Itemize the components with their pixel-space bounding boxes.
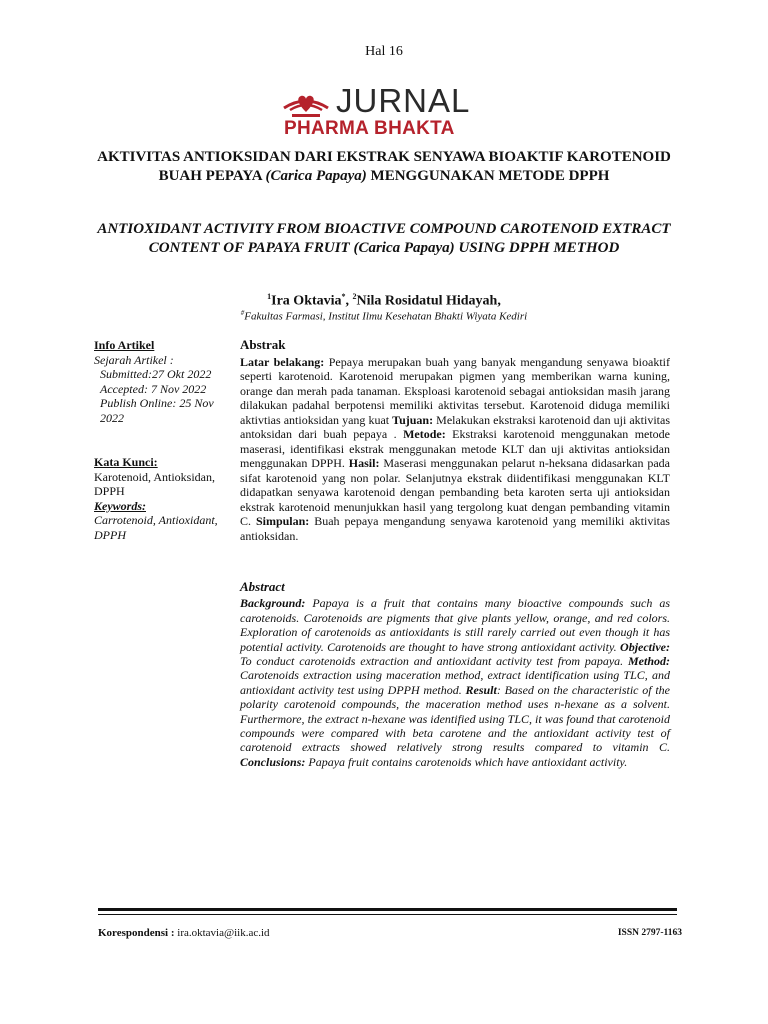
- author-list: $^1$Ira Oktavia*, $^2$Nila Rosidatul Hidayah,: [267, 292, 501, 309]
- species-name: (Carica Papaya): [265, 168, 367, 184]
- kata-kunci-list: Karotenoid, Antioksidan, DPPH: [94, 469, 215, 498]
- title-english: ANTIOXIDANT ACTIVITY FROM BIOACTIVE COMPOUND CAROTENOID EXTRACT CONTENT OF PAPAYA FRUIT (Carica Papaya) USING DPPH METHOD: [97, 221, 671, 256]
- author-1: Ira Oktavia: [271, 293, 342, 309]
- correspondence: Korespondensi : ira.oktavia@iik.ac.id: [98, 927, 270, 939]
- abstract-heading: Abstract: [240, 579, 285, 594]
- logo-word-jurnal: JURNAL: [336, 82, 471, 119]
- abstract-section: [240, 580, 670, 769]
- page-number: Hal 16: [365, 44, 403, 59]
- footer-divider-thin: [98, 914, 677, 915]
- accepted-date: Accepted: 7 Nov 2022: [100, 381, 207, 396]
- abstrak-section: [240, 338, 670, 543]
- submitted-date: Submitted:27 Okt 2022: [100, 367, 212, 381]
- keywords-list: Carrotenoid, Antioxidant, DPPH: [94, 513, 218, 542]
- abstrak-body: Latar belakang: Pepaya merupakan buah yang banyak mengandung senyawa bioaktif seperti karotenoid. Karotenoid merupakan pigmen yang memberikan warna kuning, orange dan merah pada tanaman. Eksploasi karotenoid sebagai antioksidan masih jarang dilakukan padahal berpotensi memiliki aktivitas tersebut. Karotenoid diduga memiliki aktivtias antioksidan yang kuat Tujuan: Melakukan ekstraksi karotenoid dan uji aktivitas antoksidan dari buah pepaya . Metode: Ekstraksi karotenoid menggunakan metode maserasi, identifikasi ekstrak menggunakan metode KLT dan uji aktivitas antioksidan menggunakan DPPH. Hasil: Maserasi menggunakan pelarut n-heksana didasarkan pada sifat karotenoid yang non polar. Selanjutnya ekstrak diidentifikasi menggunakan KLT didapatkan senyawa karotenoid dengan pembanding beta karoten serta uji antioksidan ekstrak karotenoid menunjukkan hasil yang tergolong kuat dengan pembanding vitamin C. Simpulan: Buah pepaya mengandung senyawa karotenoid yang memiliki aktivitas antioksidan.: [240, 354, 671, 543]
- journal-logo: [282, 84, 492, 140]
- species-name: (Carica Papaya): [353, 240, 455, 256]
- issn-number: ISSN 2797-1163: [617, 928, 682, 938]
- article-info-sidebar: [94, 338, 229, 542]
- logo-emblem-icon: [282, 88, 330, 122]
- correspondence-email[interactable]: ira.oktavia@iik.ac.id: [177, 927, 270, 939]
- footer-divider-thick: [98, 908, 677, 911]
- published-date: Publish Online: 25 Nov 2022: [100, 396, 214, 425]
- keywords-heading: Keywords:: [94, 498, 146, 513]
- article-history-label: Sejarah Artikel :: [94, 352, 174, 367]
- title-indonesian: AKTIVITAS ANTIOKSIDAN DARI EKSTRAK SENYAWA BIOAKTIF KAROTENOID BUAH PEPAYA (Carica Papaya) MENGGUNAKAN METODE DPPH: [97, 149, 671, 184]
- info-artikel-heading: Info Artikel: [94, 338, 155, 352]
- author-2: Nila Rosidatul Hidayah,: [356, 293, 501, 309]
- abstract-body: Background: Papaya is a fruit that contains many bioactive compounds such as carotenoids. Carotenoids are pigments that give plants yellow, orange, and red colors. Exploration of carotenoids as antioxidants is still rarely carried out even though it has potential activity. Carotenoids are thought to have strong antioxidant activity. Objective: To conduct carotenoids extraction and antioxidant activity test from papaya. Method: Carotenoids extraction using maceration method, extract identification using TLC, and antioxidant activity test using DPPH method. Result: Based on the characteristic of the polarity carotenoid compounds, the maceration method uses n-hexane as a solvent. Furthermore, the extract n-hexane was identified using TLC, it was found that carotenoid compounds were compared with beta carotene and the antioxidant activity test of carotenoid extracts showed relatively strong results compared to vitamin C. Conclusions: Papaya fruit contains carotenoids which have antioxidant activity.: [240, 596, 670, 769]
- abstrak-heading: Abstrak: [240, 337, 286, 352]
- affiliation: #Fakultas Farmasi, Institut Ilmu Kesehatan Bhakti Wiyata Kediri: [240, 309, 528, 323]
- kata-kunci-heading: Kata Kunci:: [94, 455, 158, 469]
- logo-word-pharma-bhakta: PHARMA BHAKTA: [284, 118, 455, 139]
